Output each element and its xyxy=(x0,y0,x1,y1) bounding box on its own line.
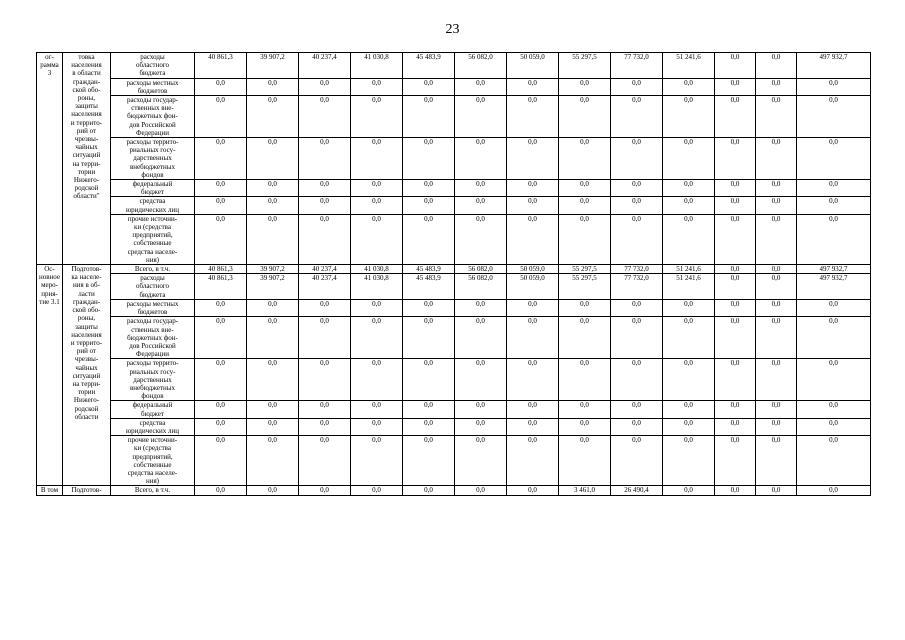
table-row xyxy=(37,214,871,264)
amount-cell: 0,0 xyxy=(507,359,559,401)
amount-cell: 0,0 xyxy=(756,265,797,274)
amount-cell: 51 241,6 xyxy=(663,274,715,300)
amount-cell: 0,0 xyxy=(715,274,756,300)
amount-cell: 0,0 xyxy=(195,436,247,486)
amount-cell: 0,0 xyxy=(559,418,611,435)
amount-cell: 497 932,7 xyxy=(797,274,871,300)
amount-cell: 40 861,3 xyxy=(195,265,247,274)
amount-cell: 0,0 xyxy=(195,96,247,138)
program-code-cell: ог- рамма 3 xyxy=(37,53,63,265)
amount-cell: 0,0 xyxy=(403,418,455,435)
amount-cell: 0,0 xyxy=(715,359,756,401)
amount-cell: 0,0 xyxy=(663,138,715,180)
amount-cell: 0,0 xyxy=(195,486,247,495)
amount-cell: 0,0 xyxy=(715,96,756,138)
amount-cell: 0,0 xyxy=(403,486,455,495)
amount-cell: 0,0 xyxy=(715,299,756,316)
amount-cell: 40 861,3 xyxy=(195,53,247,79)
funding-source-cell: Всего, в т.ч. xyxy=(111,265,195,274)
amount-cell: 0,0 xyxy=(403,96,455,138)
program-code-cell: В том xyxy=(37,486,63,495)
budget-table xyxy=(36,52,871,496)
amount-cell: 0,0 xyxy=(351,96,403,138)
amount-cell: 55 297,5 xyxy=(559,274,611,300)
amount-cell: 0,0 xyxy=(403,436,455,486)
amount-cell: 0,0 xyxy=(611,418,663,435)
funding-source-cell: расходы областного бюджета xyxy=(111,274,195,300)
amount-cell: 0,0 xyxy=(559,436,611,486)
amount-cell: 0,0 xyxy=(663,214,715,264)
amount-cell: 0,0 xyxy=(756,138,797,180)
amount-cell: 0,0 xyxy=(611,180,663,197)
amount-cell: 41 030,8 xyxy=(351,265,403,274)
funding-source-cell: расходы террито- риальных госу- дарственных внебюджетных фондов xyxy=(111,138,195,180)
amount-cell: 0,0 xyxy=(455,197,507,214)
amount-cell: 0,0 xyxy=(351,138,403,180)
amount-cell: 0,0 xyxy=(299,138,351,180)
amount-cell: 0,0 xyxy=(797,359,871,401)
amount-cell: 55 297,5 xyxy=(559,265,611,274)
amount-cell: 0,0 xyxy=(663,486,715,495)
amount-cell: 0,0 xyxy=(403,214,455,264)
amount-cell: 0,0 xyxy=(351,78,403,95)
table-row xyxy=(37,78,871,95)
amount-cell: 0,0 xyxy=(403,317,455,359)
amount-cell: 0,0 xyxy=(756,436,797,486)
amount-cell: 0,0 xyxy=(611,214,663,264)
amount-cell: 0,0 xyxy=(299,486,351,495)
amount-cell: 0,0 xyxy=(195,401,247,418)
table-row xyxy=(37,418,871,435)
amount-cell: 0,0 xyxy=(247,418,299,435)
amount-cell: 3 461,0 xyxy=(559,486,611,495)
amount-cell: 0,0 xyxy=(797,138,871,180)
amount-cell: 39 907,2 xyxy=(247,265,299,274)
amount-cell: 0,0 xyxy=(195,317,247,359)
amount-cell: 0,0 xyxy=(403,359,455,401)
amount-cell: 0,0 xyxy=(247,359,299,401)
amount-cell: 0,0 xyxy=(797,299,871,316)
amount-cell: 77 732,0 xyxy=(611,53,663,79)
table-row xyxy=(37,401,871,418)
amount-cell: 0,0 xyxy=(756,96,797,138)
amount-cell: 0,0 xyxy=(247,299,299,316)
amount-cell: 39 907,2 xyxy=(247,274,299,300)
amount-cell: 45 483,9 xyxy=(403,53,455,79)
amount-cell: 0,0 xyxy=(195,138,247,180)
amount-cell: 0,0 xyxy=(559,180,611,197)
amount-cell: 0,0 xyxy=(195,418,247,435)
funding-source-cell: расходы местных бюджетов xyxy=(111,299,195,316)
amount-cell: 0,0 xyxy=(559,138,611,180)
amount-cell: 45 483,9 xyxy=(403,274,455,300)
amount-cell: 45 483,9 xyxy=(403,265,455,274)
amount-cell: 0,0 xyxy=(455,359,507,401)
amount-cell: 41 030,8 xyxy=(351,53,403,79)
amount-cell: 0,0 xyxy=(299,418,351,435)
table-row xyxy=(37,436,871,486)
funding-source-cell: прочие источни- ки (средства предприятий, собственные средства населе- ния) xyxy=(111,436,195,486)
amount-cell: 0,0 xyxy=(797,214,871,264)
amount-cell: 0,0 xyxy=(351,180,403,197)
amount-cell: 0,0 xyxy=(455,401,507,418)
amount-cell: 0,0 xyxy=(611,436,663,486)
amount-cell: 0,0 xyxy=(663,359,715,401)
amount-cell: 0,0 xyxy=(455,138,507,180)
amount-cell: 0,0 xyxy=(611,96,663,138)
amount-cell: 56 082,0 xyxy=(455,265,507,274)
amount-cell: 0,0 xyxy=(195,180,247,197)
amount-cell: 0,0 xyxy=(756,214,797,264)
funding-source-cell: расходы областного бюджета xyxy=(111,53,195,79)
amount-cell: 0,0 xyxy=(507,78,559,95)
amount-cell: 0,0 xyxy=(507,197,559,214)
amount-cell: 497 932,7 xyxy=(797,53,871,79)
amount-cell: 0,0 xyxy=(611,197,663,214)
table-row xyxy=(37,138,871,180)
amount-cell: 0,0 xyxy=(299,78,351,95)
amount-cell: 0,0 xyxy=(351,486,403,495)
amount-cell: 0,0 xyxy=(663,418,715,435)
amount-cell: 77 732,0 xyxy=(611,265,663,274)
amount-cell: 0,0 xyxy=(756,274,797,300)
amount-cell: 0,0 xyxy=(455,418,507,435)
amount-cell: 0,0 xyxy=(797,317,871,359)
amount-cell: 51 241,6 xyxy=(663,265,715,274)
amount-cell: 51 241,6 xyxy=(663,53,715,79)
amount-cell: 0,0 xyxy=(403,78,455,95)
amount-cell: 0,0 xyxy=(247,214,299,264)
funding-source-cell: расходы государ- ственных вне- бюджетных фон- дов Российской Федерации xyxy=(111,96,195,138)
amount-cell: 0,0 xyxy=(797,436,871,486)
amount-cell: 0,0 xyxy=(715,265,756,274)
funding-source-cell: расходы местных бюджетов xyxy=(111,78,195,95)
amount-cell: 0,0 xyxy=(797,418,871,435)
amount-cell: 0,0 xyxy=(507,214,559,264)
amount-cell: 0,0 xyxy=(663,401,715,418)
amount-cell: 0,0 xyxy=(507,96,559,138)
amount-cell: 56 082,0 xyxy=(455,274,507,300)
amount-cell: 0,0 xyxy=(756,401,797,418)
amount-cell: 55 297,5 xyxy=(559,53,611,79)
amount-cell: 77 732,0 xyxy=(611,274,663,300)
amount-cell: 0,0 xyxy=(715,197,756,214)
program-code-cell: Ос- новное меро- прия- тие 3.1 xyxy=(37,265,63,486)
amount-cell: 0,0 xyxy=(559,299,611,316)
amount-cell: 0,0 xyxy=(756,359,797,401)
amount-cell: 0,0 xyxy=(455,214,507,264)
amount-cell: 0,0 xyxy=(756,53,797,79)
amount-cell: 0,0 xyxy=(247,96,299,138)
amount-cell: 0,0 xyxy=(195,359,247,401)
amount-cell: 0,0 xyxy=(403,180,455,197)
amount-cell: 0,0 xyxy=(507,299,559,316)
funding-source-cell: федеральный бюджет xyxy=(111,401,195,418)
table-row xyxy=(37,274,871,300)
amount-cell: 0,0 xyxy=(247,180,299,197)
funding-source-cell: расходы государ- ственных вне- бюджетных фон- дов Российской Федерации xyxy=(111,317,195,359)
amount-cell: 0,0 xyxy=(663,78,715,95)
amount-cell: 0,0 xyxy=(403,138,455,180)
amount-cell: 0,0 xyxy=(611,401,663,418)
table-row xyxy=(37,197,871,214)
amount-cell: 0,0 xyxy=(455,78,507,95)
amount-cell: 497 932,7 xyxy=(797,265,871,274)
table-row xyxy=(37,359,871,401)
amount-cell: 0,0 xyxy=(351,436,403,486)
amount-cell: 0,0 xyxy=(559,359,611,401)
amount-cell: 0,0 xyxy=(351,197,403,214)
amount-cell: 0,0 xyxy=(797,96,871,138)
amount-cell: 40 237,4 xyxy=(299,265,351,274)
amount-cell: 0,0 xyxy=(299,299,351,316)
amount-cell: 0,0 xyxy=(247,78,299,95)
amount-cell: 0,0 xyxy=(455,317,507,359)
amount-cell: 0,0 xyxy=(756,299,797,316)
table-row xyxy=(37,299,871,316)
amount-cell: 0,0 xyxy=(507,180,559,197)
amount-cell: 0,0 xyxy=(611,299,663,316)
amount-cell: 0,0 xyxy=(455,180,507,197)
amount-cell: 0,0 xyxy=(559,214,611,264)
program-name-cell: Подготов- ка населе- ния в об- ласти граждан- ской обо- роны, защиты населения и террито- рий от чрезвы- чайных ситуаций на терри- тории Нижего- родской области xyxy=(63,265,111,486)
amount-cell: 0,0 xyxy=(715,180,756,197)
amount-cell: 0,0 xyxy=(455,436,507,486)
amount-cell: 0,0 xyxy=(715,138,756,180)
amount-cell: 0,0 xyxy=(507,401,559,418)
amount-cell: 0,0 xyxy=(299,436,351,486)
amount-cell: 0,0 xyxy=(797,180,871,197)
amount-cell: 50 059,0 xyxy=(507,265,559,274)
amount-cell: 0,0 xyxy=(299,96,351,138)
amount-cell: 0,0 xyxy=(797,197,871,214)
amount-cell: 0,0 xyxy=(299,180,351,197)
amount-cell: 0,0 xyxy=(559,317,611,359)
amount-cell: 41 030,8 xyxy=(351,274,403,300)
amount-cell: 0,0 xyxy=(756,180,797,197)
amount-cell: 0,0 xyxy=(507,418,559,435)
amount-cell: 0,0 xyxy=(247,317,299,359)
amount-cell: 0,0 xyxy=(756,78,797,95)
amount-cell: 0,0 xyxy=(611,78,663,95)
amount-cell: 0,0 xyxy=(299,401,351,418)
amount-cell: 0,0 xyxy=(195,78,247,95)
amount-cell: 0,0 xyxy=(559,96,611,138)
amount-cell: 50 059,0 xyxy=(507,274,559,300)
amount-cell: 0,0 xyxy=(715,78,756,95)
amount-cell: 0,0 xyxy=(351,418,403,435)
amount-cell: 0,0 xyxy=(351,299,403,316)
amount-cell: 0,0 xyxy=(715,214,756,264)
table-row xyxy=(37,317,871,359)
amount-cell: 0,0 xyxy=(299,317,351,359)
amount-cell: 0,0 xyxy=(299,197,351,214)
amount-cell: 0,0 xyxy=(299,359,351,401)
amount-cell: 0,0 xyxy=(663,96,715,138)
funding-source-cell: расходы террито- риальных госу- дарственных внебюджетных фондов xyxy=(111,359,195,401)
amount-cell: 0,0 xyxy=(756,197,797,214)
table-row xyxy=(37,96,871,138)
amount-cell: 0,0 xyxy=(195,299,247,316)
amount-cell: 0,0 xyxy=(247,138,299,180)
amount-cell: 0,0 xyxy=(663,299,715,316)
table-row xyxy=(37,180,871,197)
amount-cell: 0,0 xyxy=(507,317,559,359)
amount-cell: 0,0 xyxy=(663,317,715,359)
funding-source-cell: федеральный бюджет xyxy=(111,180,195,197)
amount-cell: 0,0 xyxy=(195,197,247,214)
amount-cell: 0,0 xyxy=(351,214,403,264)
table-row xyxy=(37,265,871,274)
amount-cell: 0,0 xyxy=(351,317,403,359)
amount-cell: 0,0 xyxy=(559,197,611,214)
amount-cell: 0,0 xyxy=(247,436,299,486)
amount-cell: 0,0 xyxy=(247,197,299,214)
amount-cell: 39 907,2 xyxy=(247,53,299,79)
amount-cell: 0,0 xyxy=(715,418,756,435)
amount-cell: 0,0 xyxy=(663,180,715,197)
amount-cell: 0,0 xyxy=(797,486,871,495)
amount-cell: 0,0 xyxy=(403,401,455,418)
funding-source-cell: Всего, в т.ч. xyxy=(111,486,195,495)
amount-cell: 0,0 xyxy=(559,401,611,418)
amount-cell: 40 237,4 xyxy=(299,274,351,300)
amount-cell: 0,0 xyxy=(715,486,756,495)
amount-cell: 0,0 xyxy=(611,359,663,401)
amount-cell: 40 861,3 xyxy=(195,274,247,300)
amount-cell: 0,0 xyxy=(797,401,871,418)
amount-cell: 26 490,4 xyxy=(611,486,663,495)
program-name-cell: товка населения в области граждан- ской обо- роны, защиты населения и террито- рий от чрезвы- чайных ситуаций на терри- тории Нижего- родской области" xyxy=(63,53,111,265)
amount-cell: 0,0 xyxy=(559,78,611,95)
amount-cell: 0,0 xyxy=(715,436,756,486)
funding-source-cell: прочие источни- ки (средства предприятий, собственные средства населе- ния) xyxy=(111,214,195,264)
amount-cell: 0,0 xyxy=(611,317,663,359)
table-row xyxy=(37,53,871,79)
amount-cell: 50 059,0 xyxy=(507,53,559,79)
amount-cell: 0,0 xyxy=(351,359,403,401)
amount-cell: 0,0 xyxy=(663,197,715,214)
amount-cell: 0,0 xyxy=(195,214,247,264)
amount-cell: 56 082,0 xyxy=(455,53,507,79)
amount-cell: 0,0 xyxy=(247,486,299,495)
funding-source-cell: средства юридических лиц xyxy=(111,197,195,214)
amount-cell: 0,0 xyxy=(715,53,756,79)
amount-cell: 0,0 xyxy=(797,78,871,95)
amount-cell: 0,0 xyxy=(403,299,455,316)
amount-cell: 0,0 xyxy=(455,96,507,138)
amount-cell: 0,0 xyxy=(299,214,351,264)
amount-cell: 40 237,4 xyxy=(299,53,351,79)
amount-cell: 0,0 xyxy=(611,138,663,180)
amount-cell: 0,0 xyxy=(507,486,559,495)
amount-cell: 0,0 xyxy=(455,299,507,316)
page-number: 23 xyxy=(445,22,460,37)
amount-cell: 0,0 xyxy=(756,418,797,435)
amount-cell: 0,0 xyxy=(403,197,455,214)
amount-cell: 0,0 xyxy=(351,401,403,418)
program-name-cell: Подготов- xyxy=(63,486,111,495)
amount-cell: 0,0 xyxy=(455,486,507,495)
table-row xyxy=(37,486,871,495)
amount-cell: 0,0 xyxy=(715,401,756,418)
amount-cell: 0,0 xyxy=(663,436,715,486)
amount-cell: 0,0 xyxy=(247,401,299,418)
funding-source-cell: средства юридических лиц xyxy=(111,418,195,435)
amount-cell: 0,0 xyxy=(507,138,559,180)
amount-cell: 0,0 xyxy=(756,486,797,495)
amount-cell: 0,0 xyxy=(507,436,559,486)
amount-cell: 0,0 xyxy=(756,317,797,359)
amount-cell: 0,0 xyxy=(715,317,756,359)
